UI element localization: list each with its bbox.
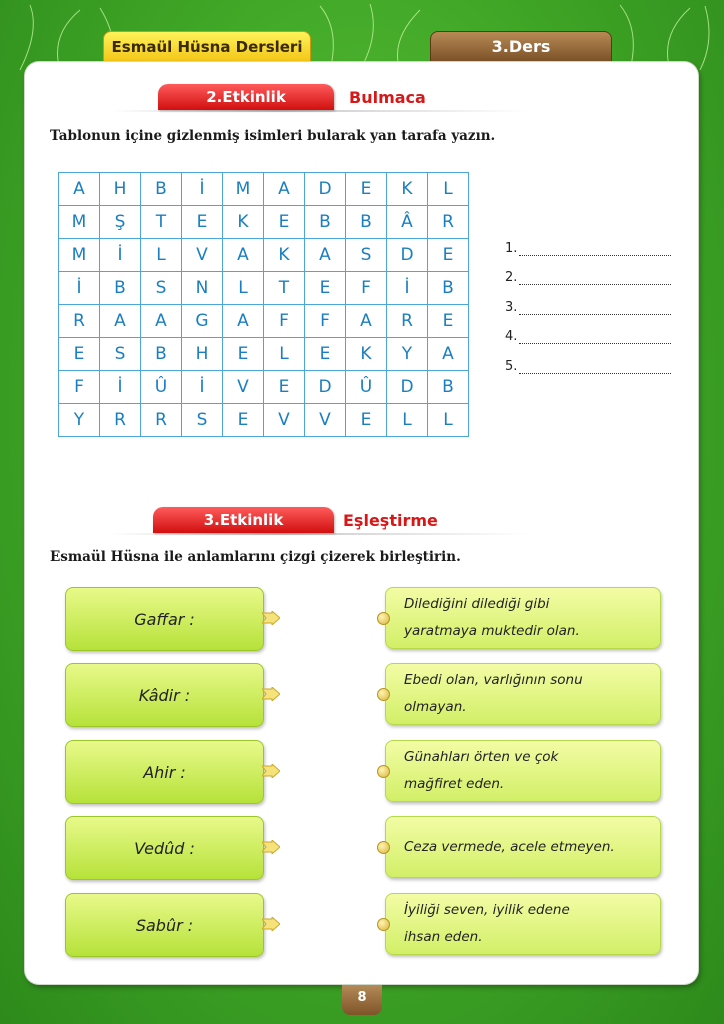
grid-cell: Â <box>387 206 428 239</box>
activity2-subtitle: Bulmaca <box>349 88 426 107</box>
grid-cell: E <box>223 404 264 437</box>
answer-line[interactable] <box>505 315 671 345</box>
grid-cell: S <box>182 404 223 437</box>
grid-cell: B <box>346 206 387 239</box>
answer-number: 3. <box>505 299 518 315</box>
grid-row <box>59 338 469 371</box>
grid-cell: A <box>346 305 387 338</box>
grid-cell: Y <box>387 338 428 371</box>
grid-cell: İ <box>182 371 223 404</box>
name-box[interactable]: Ahir : <box>65 740 264 804</box>
activity2-label: 2.Etkinlik <box>158 84 334 110</box>
book-title-tab: Esmaül Hüsna Dersleri <box>103 31 311 63</box>
name-box[interactable]: Gaffar : <box>65 587 264 651</box>
grid-cell: R <box>59 305 100 338</box>
grid-row <box>59 272 469 305</box>
grid-cell: Û <box>346 371 387 404</box>
grid-cell: İ <box>100 371 141 404</box>
grid-cell: R <box>100 404 141 437</box>
answer-blank[interactable] <box>519 270 671 285</box>
grid-row <box>59 305 469 338</box>
grid-cell: B <box>100 272 141 305</box>
answer-number: 1. <box>505 240 518 256</box>
grid-cell: A <box>305 239 346 272</box>
connector-dot[interactable] <box>377 612 390 625</box>
lesson-tab: 3.Ders <box>430 31 612 63</box>
answer-blank[interactable] <box>519 329 671 344</box>
grid-cell: İ <box>100 239 141 272</box>
answer-number: 5. <box>505 358 518 374</box>
connector-dot[interactable] <box>377 918 390 931</box>
grid-row <box>59 206 469 239</box>
grid-cell: L <box>428 404 469 437</box>
grid-cell: E <box>305 338 346 371</box>
grid-cell: İ <box>387 272 428 305</box>
grid-cell: E <box>346 404 387 437</box>
grid-cell: E <box>264 371 305 404</box>
grid-cell: M <box>59 239 100 272</box>
meaning-box[interactable]: Ebedi olan, varlığının sonu olmayan. <box>385 663 661 725</box>
answer-line[interactable] <box>505 285 671 315</box>
grid-cell: S <box>346 239 387 272</box>
name-box[interactable]: Sabûr : <box>65 893 264 957</box>
grid-cell: H <box>182 338 223 371</box>
meaning-box[interactable]: Ceza vermede, acele etmeyen. <box>385 816 661 878</box>
answer-number: 4. <box>505 329 518 344</box>
answer-line[interactable] <box>505 226 671 256</box>
grid-cell: D <box>387 239 428 272</box>
grid-cell: L <box>428 173 469 206</box>
grid-row <box>59 239 469 272</box>
answer-line[interactable] <box>505 344 671 374</box>
grid-cell: E <box>264 206 305 239</box>
grid-cell: F <box>305 305 346 338</box>
grid-cell: E <box>305 272 346 305</box>
arrow-icon <box>262 840 280 854</box>
answer-line[interactable] <box>505 256 671 286</box>
page-number: 8 <box>342 985 382 1015</box>
grid-cell: R <box>428 206 469 239</box>
grid-cell: V <box>182 239 223 272</box>
answer-number: 2. <box>505 270 518 285</box>
meaning-box[interactable]: Dilediğini dilediği gibi yaratmaya muktedir olan. <box>385 587 661 649</box>
grid-cell: A <box>59 173 100 206</box>
grid-cell: K <box>223 206 264 239</box>
grid-cell: B <box>141 173 182 206</box>
grid-cell: E <box>346 173 387 206</box>
grid-cell: F <box>264 305 305 338</box>
grid-cell: E <box>428 239 469 272</box>
name-box[interactable]: Kâdir : <box>65 663 264 727</box>
grid-cell: D <box>305 371 346 404</box>
grid-cell: E <box>223 338 264 371</box>
grid-cell: A <box>100 305 141 338</box>
arrow-icon <box>262 611 280 625</box>
grid-cell: A <box>141 305 182 338</box>
grid-cell: A <box>264 173 305 206</box>
answer-blank[interactable] <box>519 241 671 256</box>
section-divider <box>110 533 530 535</box>
connector-dot[interactable] <box>377 688 390 701</box>
grid-cell: V <box>305 404 346 437</box>
activity2-instruction: Tablonun içine gizlenmiş isimleri bularak yan tarafa yazın. <box>50 128 496 144</box>
arrow-icon <box>262 764 280 778</box>
grid-cell: Û <box>141 371 182 404</box>
grid-cell: H <box>100 173 141 206</box>
grid-cell: E <box>59 338 100 371</box>
grid-cell: L <box>387 404 428 437</box>
grid-row <box>59 404 469 437</box>
grid-cell: B <box>141 338 182 371</box>
meaning-box[interactable]: İyiliği seven, iyilik edene ihsan eden. <box>385 893 661 955</box>
grid-cell: G <box>182 305 223 338</box>
answer-blank[interactable] <box>519 300 671 315</box>
grid-cell: B <box>428 272 469 305</box>
grid-cell: K <box>264 239 305 272</box>
grid-cell: L <box>141 239 182 272</box>
grid-cell: R <box>387 305 428 338</box>
grid-cell: T <box>264 272 305 305</box>
section-divider <box>110 110 530 112</box>
name-box[interactable]: Vedûd : <box>65 816 264 880</box>
grid-cell: Y <box>59 404 100 437</box>
grid-cell: S <box>100 338 141 371</box>
connector-dot[interactable] <box>377 841 390 854</box>
word-search-grid <box>58 172 469 437</box>
grid-cell: M <box>223 173 264 206</box>
grid-cell: N <box>182 272 223 305</box>
grid-cell: T <box>141 206 182 239</box>
grid-cell: E <box>182 206 223 239</box>
grid-cell: A <box>428 338 469 371</box>
activity3-subtitle: Eşleştirme <box>343 511 438 530</box>
meaning-box[interactable]: Günahları örten ve çok mağfiret eden. <box>385 740 661 802</box>
grid-cell: A <box>223 305 264 338</box>
grid-cell: B <box>428 371 469 404</box>
grid-cell: S <box>141 272 182 305</box>
grid-cell: M <box>59 206 100 239</box>
grid-cell: A <box>223 239 264 272</box>
activity3-label: 3.Etkinlik <box>153 507 334 533</box>
grid-cell: V <box>223 371 264 404</box>
grid-cell: F <box>59 371 100 404</box>
arrow-icon <box>262 917 280 931</box>
grid-cell: L <box>223 272 264 305</box>
activity3-instruction: Esmaül Hüsna ile anlamlarını çizgi çizerek birleştirin. <box>50 549 461 565</box>
arrow-icon <box>262 687 280 701</box>
grid-cell: D <box>305 173 346 206</box>
grid-cell: L <box>264 338 305 371</box>
grid-cell: K <box>346 338 387 371</box>
grid-row <box>59 173 469 206</box>
grid-cell: İ <box>182 173 223 206</box>
grid-cell: K <box>387 173 428 206</box>
grid-cell: Ş <box>100 206 141 239</box>
grid-cell: İ <box>59 272 100 305</box>
connector-dot[interactable] <box>377 765 390 778</box>
grid-cell: F <box>346 272 387 305</box>
grid-cell: D <box>387 371 428 404</box>
grid-row <box>59 371 469 404</box>
grid-cell: V <box>264 404 305 437</box>
grid-cell: B <box>305 206 346 239</box>
grid-cell: E <box>428 305 469 338</box>
answer-list <box>505 226 671 374</box>
grid-cell: R <box>141 404 182 437</box>
answer-blank[interactable] <box>519 359 671 374</box>
